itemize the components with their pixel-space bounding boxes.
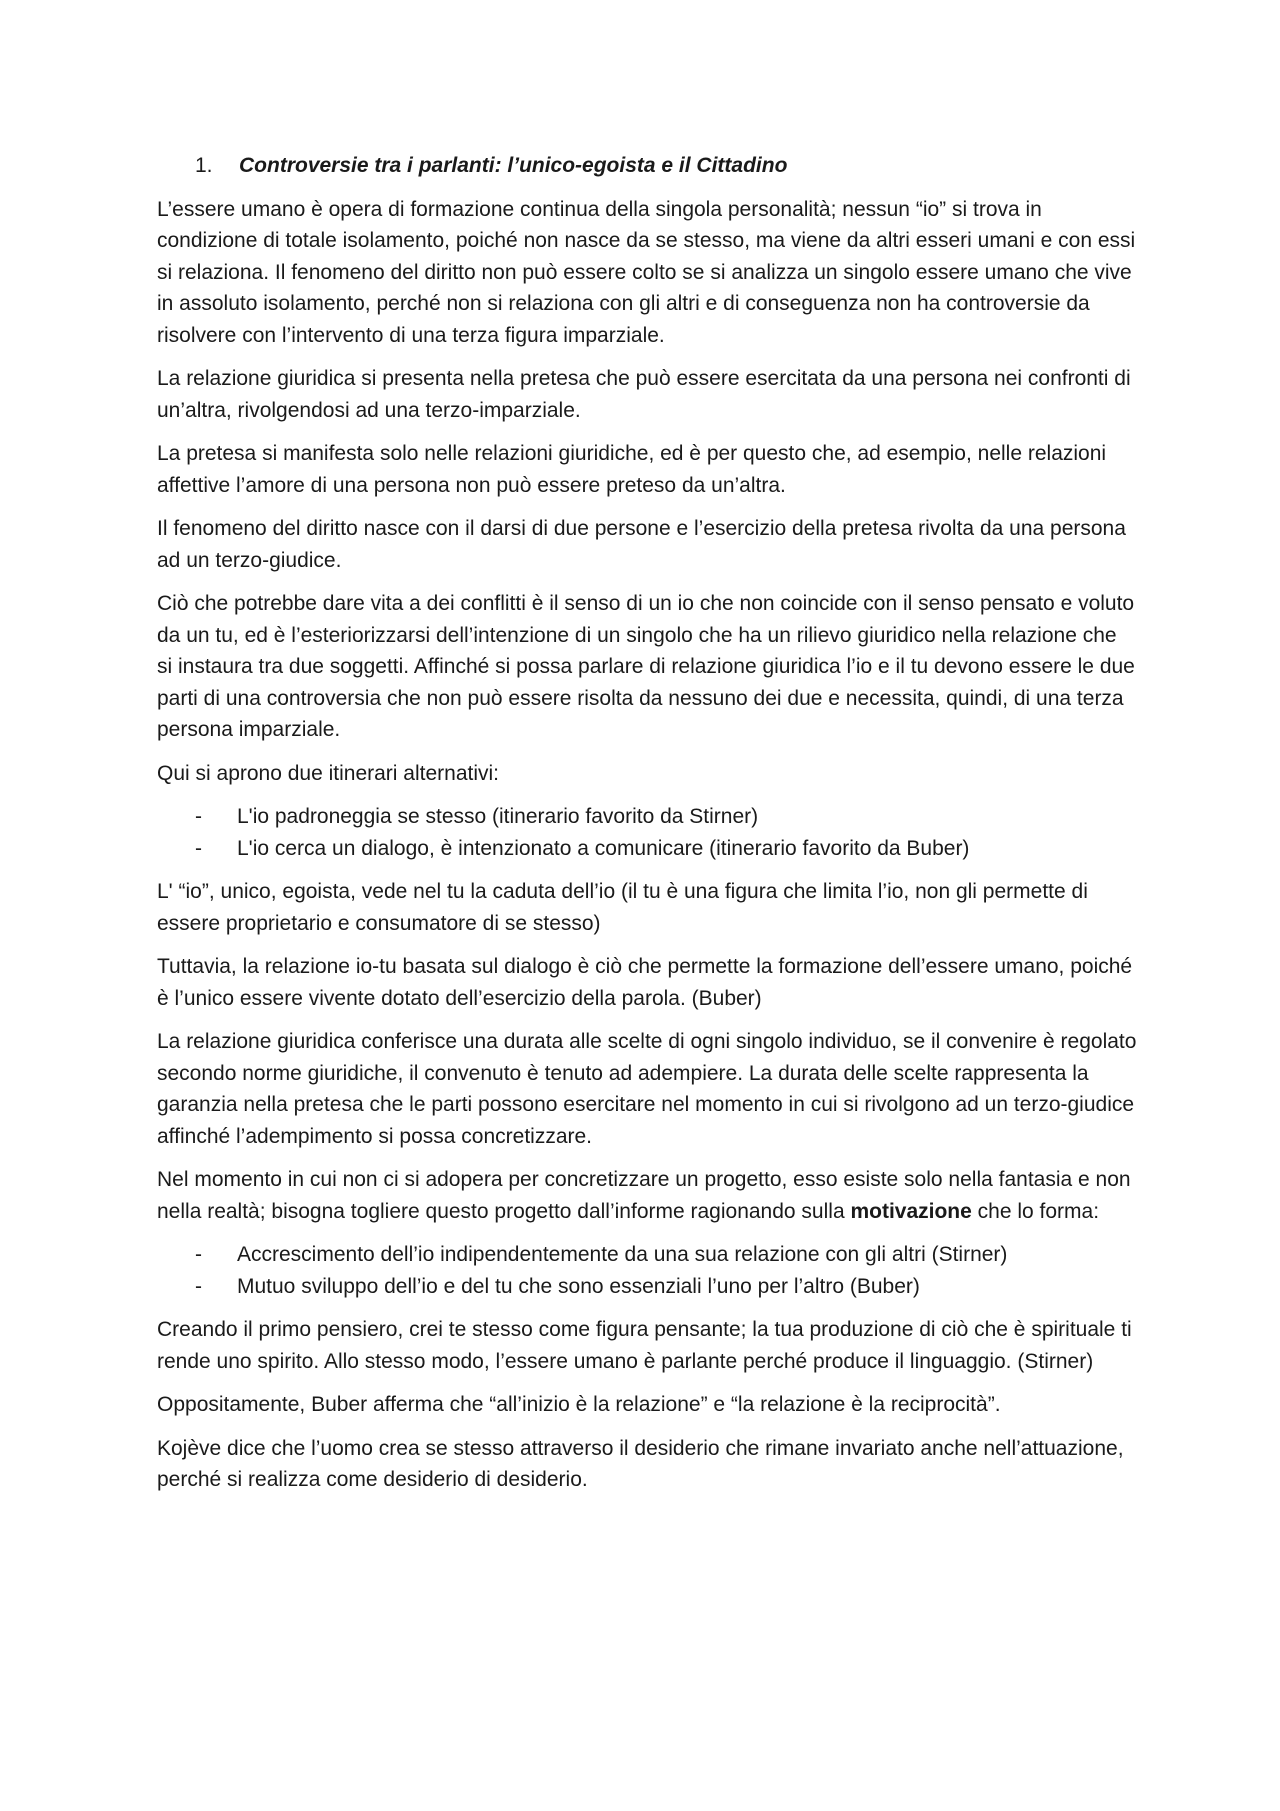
document-page (157, 150, 1137, 1508)
motivation-list (157, 1239, 1137, 1302)
list-item-text: L'io cerca un dialogo, è intenzionato a comunicare (itinerario favorito da Buber) (237, 836, 970, 860)
section-number: 1. (195, 154, 213, 177)
list-dash: - (195, 805, 202, 828)
paragraph-5: Ciò che potrebbe dare vita a dei conflitti è il senso di un io che non coincide con il senso pensato e voluto da un tu, ed è l’esteriorizzarsi dell’intenzione di un singolo che ha un rilievo giuridico nella relazione che si instaura tra due soggetti. Affinché si possa parlare di relazione giuridica l’io e il tu devono essere le due parti di una controversia che non può essere risolta da nessuno dei due e necessita, quindi, di una terza persona imparziale. (157, 592, 1135, 741)
list-item (157, 1271, 1137, 1303)
list-dash: - (195, 1274, 202, 1298)
list-item (157, 833, 1137, 865)
paragraph-13: Kojève dice che l’uomo crea se stesso attraverso il desiderio che rimane invariato anche nell’attuazione, perché si realizza come desiderio di desiderio. (157, 1436, 1124, 1491)
paragraph-3: La pretesa si manifesta solo nelle relazioni giuridiche, ed è per questo che, ad esempio, nelle relazioni affettive l’amore di una persona non può essere preteso da un’altra. (157, 442, 1107, 497)
paragraph-2: La relazione giuridica si presenta nella pretesa che può essere esercitata da una persona nei confronti di un’altra, rivolgendosi ad una terzo-imparziale. (157, 367, 1131, 422)
paragraph-11: Creando il primo pensiero, crei te stesso come figura pensante; la tua produzione di ciò che è spirituale ti rende uno spirito. Allo stesso modo, l’essere umano è parlante perché produce il linguaggio. (Stirner) (157, 1318, 1132, 1373)
paragraph-4: Il fenomeno del diritto nasce con il darsi di due persone e l’esercizio della pretesa rivolta da una persona ad un terzo-giudice. (157, 517, 1126, 572)
paragraph-9: La relazione giuridica conferisce una durata alle scelte di ogni singolo individuo, se il convenire è regolato secondo norme giuridiche, il convenuto è tenuto ad adempiere. La durata delle scelte rappresenta la garanzia nella pretesa che le parti possono esercitare nel momento in cui si rivolgono ad un terzo-giudice affinché l’adempimento si possa concretizzare. (157, 1030, 1137, 1148)
paragraph-12: Oppositamente, Buber afferma che “all’inizio è la relazione” e “la relazione è la reciprocità”. (157, 1393, 1001, 1416)
paragraph-7: L' “io”, unico, egoista, vede nel tu la caduta dell’io (il tu è una figura che limita l’io, non gli permette di essere proprietario e consumatore di se stesso) (157, 880, 1088, 935)
list-item (157, 1239, 1137, 1271)
list-item-text: Mutuo sviluppo dell’io e del tu che sono essenziali l’uno per l’altro (Buber) (237, 1274, 920, 1298)
section-title: Controversie tra i parlanti: l’unico-egoista e il Cittadino (239, 154, 788, 177)
list-item (157, 801, 1137, 833)
paragraph-10-bold-term: motivazione (850, 1199, 972, 1223)
paragraph-1: L’essere umano è opera di formazione continua della singola personalità; nessun “io” si trova in condizione di totale isolamento, poiché non nasce da se stesso, ma viene da altri esseri umani e con essi si relaziona. Il fenomeno del diritto non può essere colto se si analizza un singolo essere umano che vive in assoluto isolamento, perché non si relaziona con gli altri e di conseguenza non ha controversie da risolvere con l’intervento di una terza figura imparziale. (157, 197, 1136, 347)
paragraph-6: Qui si aprono due itinerari alternativi: (157, 761, 500, 785)
section-heading (157, 150, 1137, 182)
paragraph-10 (157, 1164, 1137, 1227)
paragraph-10-text-end: che lo forma: (971, 1199, 1100, 1223)
paragraph-10-text-start: Nel momento in cui non ci si adopera per concretizzare un progetto, esso esiste solo nella fantasia e non nella realtà; bisogna togliere questo progetto dall’informe ragionando sulla (157, 1168, 1131, 1223)
list-dash: - (195, 836, 202, 860)
list-dash: - (195, 1243, 202, 1266)
itineraries-list (157, 801, 1137, 864)
paragraph-8: Tuttavia, la relazione io-tu basata sul dialogo è ciò che permette la formazione dell’essere umano, poiché è l’unico essere vivente dotato dell’esercizio della parola. (Buber) (157, 955, 1133, 1010)
list-item-text: L'io padroneggia se stesso (itinerario favorito da Stirner) (237, 805, 759, 828)
list-item-text: Accrescimento dell’io indipendentemente da una sua relazione con gli altri (Stirner) (237, 1243, 1008, 1266)
